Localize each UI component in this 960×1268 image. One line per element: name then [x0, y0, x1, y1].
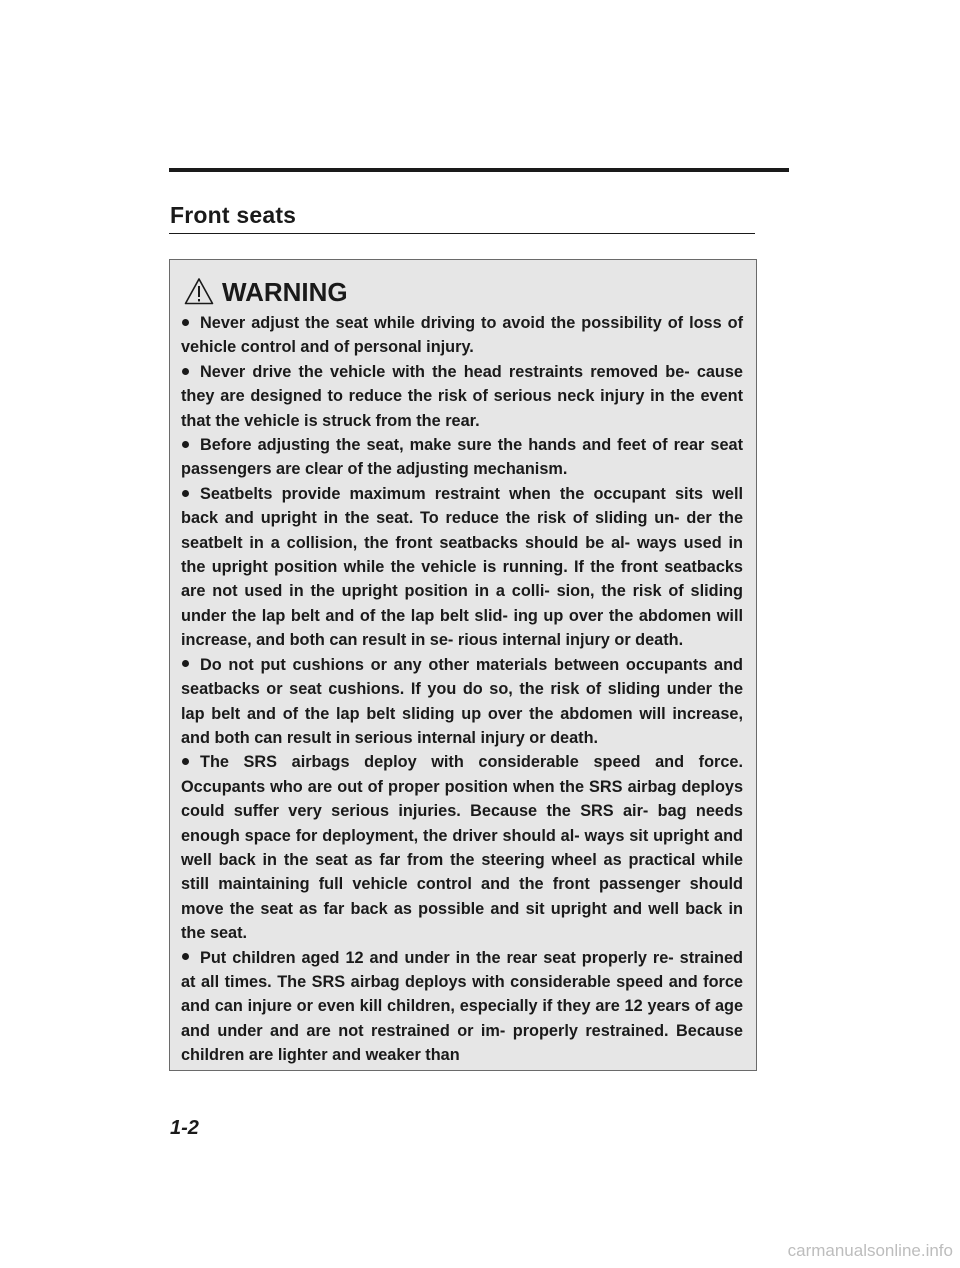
warning-item-text: Never drive the vehicle with the head restraints removed be- cause they are designed to reduce the risk of serious neck injury in the event that the vehicle is struck from the rear.: [181, 362, 743, 430]
warning-triangle-icon: [184, 277, 214, 305]
bullet-icon: [181, 750, 200, 774]
warning-item: [181, 653, 743, 751]
warning-item-text: Before adjusting the seat, make sure the hands and feet of rear seat passengers are clear of the adjusting mechanism.: [181, 436, 743, 479]
watermark-text: carmanualsonline.info: [787, 1241, 953, 1260]
warning-item-text: The SRS airbags deploy with considerable speed and force. Occupants who are out of proper position when the SRS airbag deploys could suffer very serious injuries. Because the SRS air- bag needs enough space for deployment, the driver should al- ways sit upright and well back in the seat as far from the steering wheel as practical while still maintaining full vehicle control and the front passenger should move the seat as far back as possible and sit upright and well back in the seat.: [181, 753, 743, 943]
warning-item-text: Seatbelts provide maximum restraint when the occupant sits well back and upright in the seat. To reduce the risk of sliding un- der the seatbelt in a collision, the front seatbacks should be al- ways used in the upright position while the vehicle is running. If the front seatbacks are not used in the upright position in a colli- sion, the risk of sliding under the lap belt and of the lap belt slid- ing up over the abdomen will increase, and both can result in se- rious internal injury or death.: [181, 484, 743, 650]
warning-item: [181, 433, 743, 482]
warning-item-text: Do not put cushions or any other materials between occupants and seatbacks or seat cushions. If you do so, the risk of sliding under the lap belt and of the lap belt sliding up over the abdomen will increase, and both can result in serious internal injury or death.: [181, 655, 743, 747]
warning-item: [181, 946, 743, 1068]
warning-box: [169, 259, 757, 1071]
page-number: 1-2: [170, 1117, 199, 1139]
bullet-icon: [181, 360, 200, 384]
section-title: Front seats: [170, 202, 297, 228]
warning-title: WARNING: [222, 277, 348, 307]
bullet-icon: [181, 311, 200, 335]
title-rule: [169, 233, 755, 234]
warning-item: [181, 311, 743, 360]
bullet-icon: [181, 433, 200, 457]
bullet-icon: [181, 482, 200, 506]
bullet-icon: [181, 653, 200, 677]
warning-item-text: Never adjust the seat while driving to avoid the possibility of loss of vehicle control and of personal injury.: [181, 314, 743, 357]
warning-item-text: Put children aged 12 and under in the rear seat properly re- strained at all times. The SRS airbag deploys with considerable speed and force and can injure or even kill children, especially if they are 12 years of age and under and are not restrained or im- properly restrained. Because children are lighter and weaker than: [181, 948, 743, 1065]
warning-item: [181, 750, 743, 945]
top-rule: [169, 168, 789, 172]
warning-item: [181, 360, 743, 433]
bullet-icon: [181, 946, 200, 970]
warning-list: [181, 311, 743, 1068]
warning-item: [181, 482, 743, 653]
warning-header: [181, 271, 743, 305]
